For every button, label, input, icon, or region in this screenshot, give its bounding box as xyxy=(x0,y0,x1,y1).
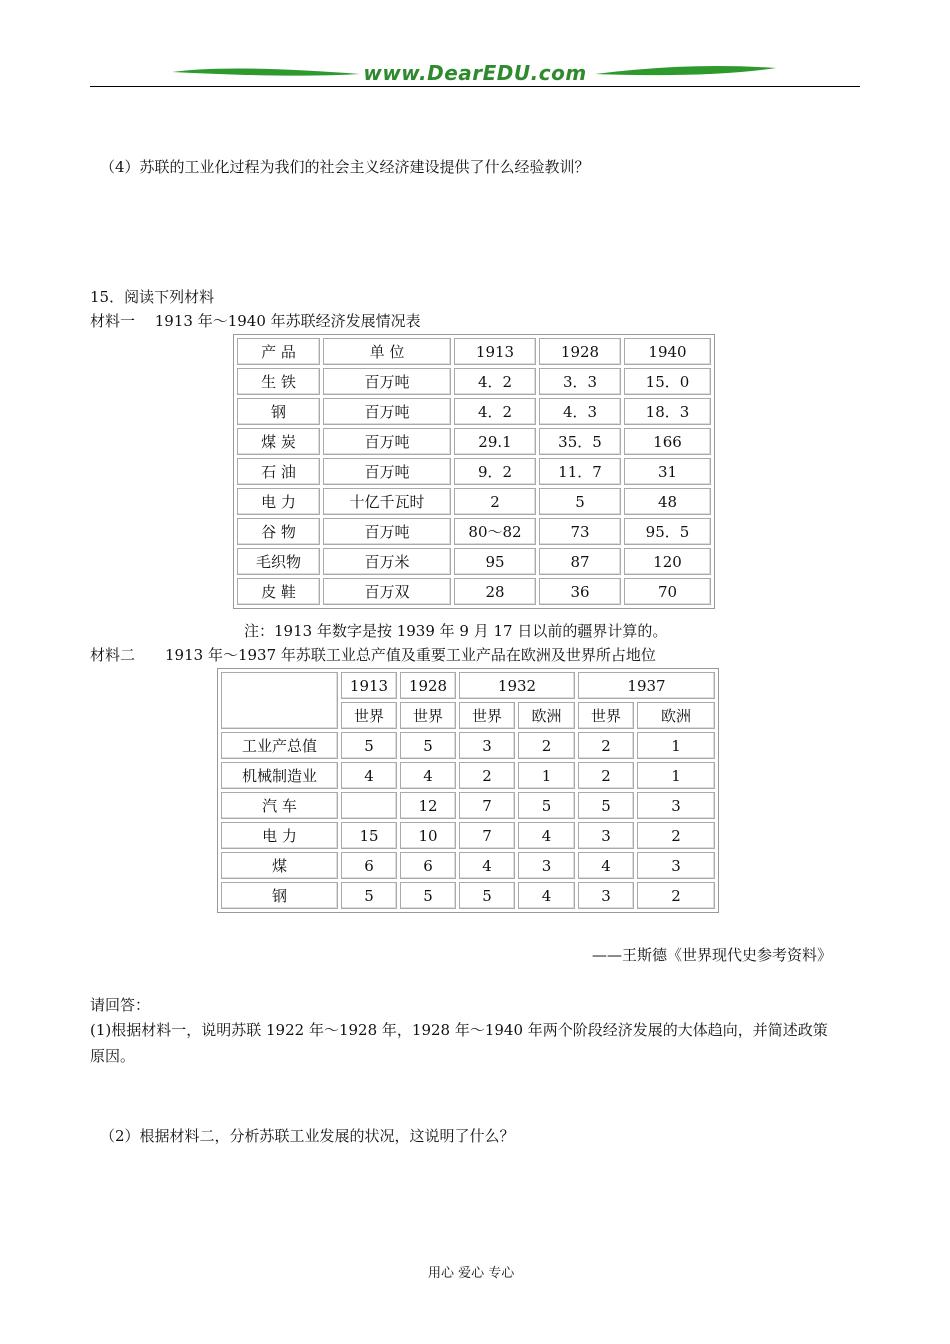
row-label-cell: 煤 xyxy=(221,852,338,879)
table-cell: 5 xyxy=(459,882,515,909)
table-cell: 3 xyxy=(637,852,715,879)
row-label-cell: 毛织物 xyxy=(237,548,320,575)
table-cell: 4 xyxy=(578,852,634,879)
row-label-cell: 钢 xyxy=(237,398,320,425)
table-cell: 18．3 xyxy=(624,398,711,425)
table-cell: 95．5 xyxy=(624,518,711,545)
table-cell: 48 xyxy=(624,488,711,515)
table-cell: 1 xyxy=(518,762,575,789)
header-cell: 1940 xyxy=(624,338,711,365)
scope-header-cell: 欧洲 xyxy=(637,702,715,729)
row-label-cell: 石 油 xyxy=(237,458,320,485)
table-cell: 2 xyxy=(518,732,575,759)
table-cell: 百万米 xyxy=(323,548,451,575)
row-label-cell: 机械制造业 xyxy=(221,762,338,789)
table-cell: 36 xyxy=(539,578,621,605)
table-cell: 百万吨 xyxy=(323,458,451,485)
table-cell: 2 xyxy=(578,732,634,759)
table-row xyxy=(221,732,715,759)
table-cell: 5 xyxy=(518,792,575,819)
table-cell: 5 xyxy=(400,882,456,909)
table-row xyxy=(237,578,711,605)
table-cell: 3 xyxy=(637,792,715,819)
year-header-cell: 1937 xyxy=(578,672,715,699)
table-cell: 十亿千瓦时 xyxy=(323,488,451,515)
table-cell: 4．3 xyxy=(539,398,621,425)
table-cell: 73 xyxy=(539,518,621,545)
question-4-text: （4）苏联的工业化过程为我们的社会主义经济建设提供了什么经验教训？ xyxy=(100,158,590,176)
table-row xyxy=(221,792,715,819)
table-cell: 百万吨 xyxy=(323,518,451,545)
table-cell: 百万吨 xyxy=(323,398,451,425)
table-cell: 4．2 xyxy=(454,398,536,425)
table-cell: 2 xyxy=(637,882,715,909)
table-cell: 28 xyxy=(454,578,536,605)
row-label-cell: 钢 xyxy=(221,882,338,909)
answer-prompt: 请回答： xyxy=(90,996,151,1014)
table-cell: 2 xyxy=(637,822,715,849)
table-cell: 1 xyxy=(637,762,715,789)
row-label-cell: 电 力 xyxy=(237,488,320,515)
table-cell: 6 xyxy=(400,852,456,879)
row-label-cell: 生 铁 xyxy=(237,368,320,395)
table-cell: 3 xyxy=(518,852,575,879)
row-label-cell: 汽 车 xyxy=(221,792,338,819)
table-cell: 7 xyxy=(459,822,515,849)
table-header-row xyxy=(237,338,711,365)
table-cell: 9．2 xyxy=(454,458,536,485)
table-cell: 百万吨 xyxy=(323,428,451,455)
table-soviet-economy-1913-1940 xyxy=(233,334,715,609)
table-cell: 7 xyxy=(459,792,515,819)
table-cell: 5 xyxy=(341,732,397,759)
table-cell: 166 xyxy=(624,428,711,455)
table-cell: 80～82 xyxy=(454,518,536,545)
table-cell: 5 xyxy=(400,732,456,759)
table-cell: 70 xyxy=(624,578,711,605)
table-1-note: 注：1913 年数字是按 1939 年 9 月 17 日以前的疆界计算的。 xyxy=(244,622,668,640)
table-cell: 4 xyxy=(459,852,515,879)
table-row xyxy=(237,518,711,545)
header-cell: 产 品 xyxy=(237,338,320,365)
table-cell: 6 xyxy=(341,852,397,879)
header-cell: 1913 xyxy=(454,338,536,365)
header-divider xyxy=(90,86,860,87)
table-cell: 3．3 xyxy=(539,368,621,395)
table-cell: 百万双 xyxy=(323,578,451,605)
table-row xyxy=(237,368,711,395)
table-cell: 1 xyxy=(637,732,715,759)
material-1-title: 材料一 1913 年～1940 年苏联经济发展情况表 xyxy=(90,312,421,330)
scope-header-cell: 世界 xyxy=(341,702,397,729)
table-cell: 3 xyxy=(578,882,634,909)
table-row xyxy=(237,488,711,515)
year-header-cell: 1932 xyxy=(459,672,575,699)
table-row xyxy=(221,852,715,879)
table-row xyxy=(221,882,715,909)
table-cell: 5 xyxy=(341,882,397,909)
table-cell: 2 xyxy=(459,762,515,789)
table-row xyxy=(237,458,711,485)
table-cell: 3 xyxy=(578,822,634,849)
table-cell: 3 xyxy=(459,732,515,759)
scope-header-cell: 世界 xyxy=(400,702,456,729)
table-cell: 百万吨 xyxy=(323,368,451,395)
table-cell: 10 xyxy=(400,822,456,849)
table-cell: 4．2 xyxy=(454,368,536,395)
table-cell: 12 xyxy=(400,792,456,819)
table-cell: 2 xyxy=(578,762,634,789)
table-cell: 35．5 xyxy=(539,428,621,455)
row-label-cell: 皮 鞋 xyxy=(237,578,320,605)
row-label-cell: 工业产总值 xyxy=(221,732,338,759)
row-label-cell: 煤 炭 xyxy=(237,428,320,455)
table-cell: 5 xyxy=(539,488,621,515)
table-cell: 15 xyxy=(341,822,397,849)
table-cell: 4 xyxy=(400,762,456,789)
page-footer: 用心 爱心 专心 xyxy=(428,1266,515,1281)
header-cell: 1928 xyxy=(539,338,621,365)
scope-header-cell: 欧洲 xyxy=(518,702,575,729)
table-cell: 4 xyxy=(341,762,397,789)
table-cell: 4 xyxy=(518,882,575,909)
table-cell: 87 xyxy=(539,548,621,575)
year-header-row xyxy=(221,672,715,699)
table-soviet-industry-rank xyxy=(217,668,719,913)
material-2-title: 材料二 1913 年～1937 年苏联工业总产值及重要工业产品在欧洲及世界所占地位 xyxy=(90,646,656,664)
row-label-cell: 谷 物 xyxy=(237,518,320,545)
row-label-cell: 电 力 xyxy=(221,822,338,849)
table-row xyxy=(221,762,715,789)
table-cell: 95 xyxy=(454,548,536,575)
table-row xyxy=(237,428,711,455)
header-cell: 单 位 xyxy=(323,338,451,365)
year-header-cell: 1928 xyxy=(400,672,456,699)
table-cell: 31 xyxy=(624,458,711,485)
table-cell xyxy=(341,792,397,819)
table-cell: 2 xyxy=(454,488,536,515)
logo-text: www.DearEDU.com xyxy=(363,61,587,85)
table-cell: 120 xyxy=(624,548,711,575)
question-15-title: 15．阅读下列材料 xyxy=(90,288,215,306)
sub-question-1-line-2: 原因。 xyxy=(90,1047,136,1065)
year-header-cell: 1913 xyxy=(341,672,397,699)
table-cell: 4 xyxy=(518,822,575,849)
scope-header-cell: 世界 xyxy=(578,702,634,729)
scope-header-cell: 世界 xyxy=(459,702,515,729)
table-cell: 15．0 xyxy=(624,368,711,395)
table-row xyxy=(237,398,711,425)
corner-cell xyxy=(221,672,338,729)
table-cell: 5 xyxy=(578,792,634,819)
sub-question-2: （2）根据材料二，分析苏联工业发展的状况，这说明了什么？ xyxy=(100,1127,515,1145)
table-cell: 11．7 xyxy=(539,458,621,485)
table-cell: 29.1 xyxy=(454,428,536,455)
sub-question-1-line-1: (1)根据材料一，说明苏联 1922 年～1928 年，1928 年～1940 年两个阶段经济发展的大体趋向，并简述政策 xyxy=(90,1021,828,1039)
source-citation: ——王斯德《世界现代史参考资料》 xyxy=(592,946,833,964)
table-row xyxy=(221,822,715,849)
table-row xyxy=(237,548,711,575)
